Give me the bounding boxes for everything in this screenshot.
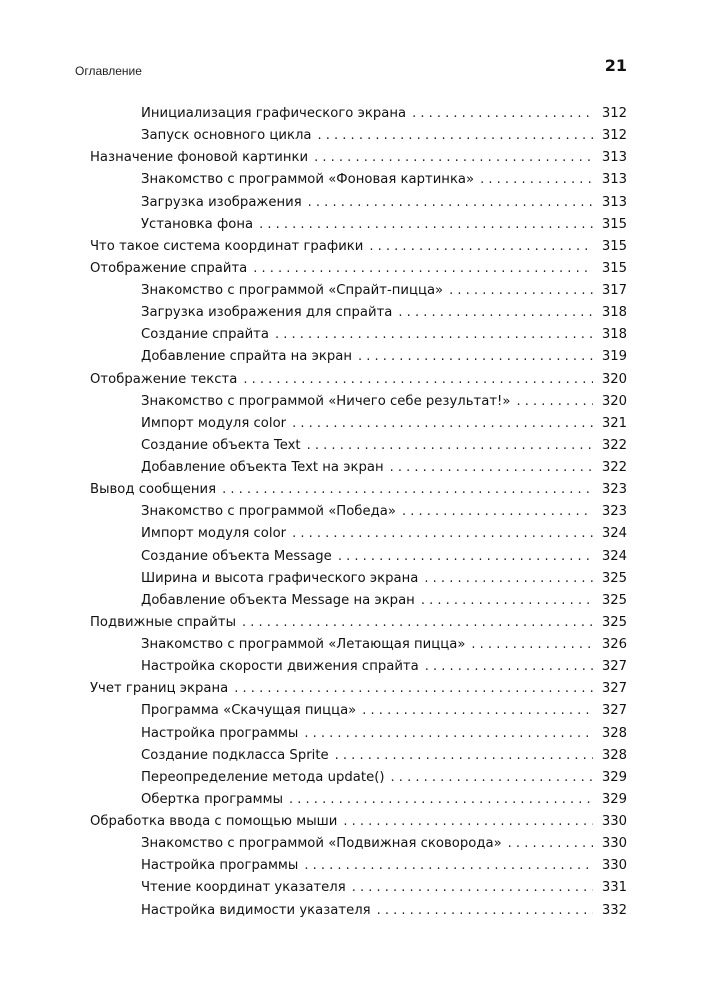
toc-subsection-entry xyxy=(90,523,627,545)
toc-subsection-entry xyxy=(90,789,627,811)
dot-leader xyxy=(352,877,593,899)
dot-leader xyxy=(234,678,593,700)
toc-entry-page: 328 xyxy=(601,725,627,741)
toc-entry-page: 323 xyxy=(601,504,627,520)
toc-entry-page: 312 xyxy=(601,128,627,144)
toc-entry-page: 313 xyxy=(601,172,627,188)
toc-section-entry xyxy=(90,369,627,391)
toc-entry-page: 328 xyxy=(601,747,627,763)
dot-leader xyxy=(335,745,593,767)
toc-entry-page: 312 xyxy=(601,106,627,121)
toc-subsection-entry xyxy=(90,877,627,899)
toc-entry-page: 329 xyxy=(601,769,627,785)
toc-subsection-entry xyxy=(90,590,627,612)
toc-entry-title: Загрузка изображения для спрайта xyxy=(141,305,393,321)
toc-section-entry xyxy=(90,678,627,700)
toc-entry-title: Импорт модуля color xyxy=(141,526,287,542)
dot-leader xyxy=(222,479,593,501)
toc-entry-title: Что такое система координат графики xyxy=(90,238,364,254)
toc-entry-page: 327 xyxy=(601,659,627,675)
dot-leader xyxy=(362,700,593,722)
toc-entry-page: 325 xyxy=(601,614,627,630)
toc-entry-title: Настройка программы xyxy=(141,858,299,874)
toc-section-entry xyxy=(90,811,627,833)
toc-entry-title: Импорт модуля color xyxy=(141,415,287,431)
dot-leader xyxy=(314,147,593,169)
toc-section-entry xyxy=(90,479,627,501)
dot-leader xyxy=(508,833,593,855)
dot-leader xyxy=(402,501,593,523)
toc-entry-title: Установка фона xyxy=(141,216,254,232)
toc-entry-page: 320 xyxy=(601,393,627,409)
toc-entry-title: Создание подкласса Sprite xyxy=(141,747,329,763)
dot-leader xyxy=(292,413,593,435)
table-of-contents xyxy=(90,103,627,922)
dot-leader xyxy=(275,324,593,346)
toc-entry-page: 321 xyxy=(601,415,627,431)
dot-leader xyxy=(412,103,593,125)
dot-leader xyxy=(358,346,593,368)
toc-entry-page: 323 xyxy=(601,482,627,498)
page-number: 21 xyxy=(604,56,627,75)
toc-entry-title: Знакомство с программой «Подвижная сковорода» xyxy=(141,836,502,852)
toc-section-entry xyxy=(90,147,627,169)
dot-leader xyxy=(253,258,593,280)
toc-entry-title: Знакомство с программой «Фоновая картинка» xyxy=(141,172,475,188)
toc-entry-title: Назначение фоновой картинки xyxy=(90,150,309,166)
toc-entry-page: 329 xyxy=(601,791,627,807)
toc-entry-page: 313 xyxy=(601,150,627,166)
dot-leader xyxy=(338,546,593,568)
toc-entry-page: 326 xyxy=(601,637,627,652)
page-header xyxy=(75,56,627,80)
dot-leader xyxy=(516,391,593,413)
toc-subsection-entry xyxy=(90,745,627,767)
toc-subsection-entry xyxy=(90,413,627,435)
toc-entry-title: Добавление объекта Text на экран xyxy=(141,460,384,475)
dot-leader xyxy=(259,214,593,236)
dot-leader xyxy=(304,723,593,745)
toc-entry-title: Переопределение метода update() xyxy=(141,769,385,785)
toc-entry-page: 315 xyxy=(601,238,627,254)
toc-entry-page: 318 xyxy=(601,305,627,321)
dot-leader xyxy=(398,302,593,324)
dot-leader xyxy=(425,656,593,678)
toc-entry-page: 325 xyxy=(601,570,627,586)
toc-subsection-entry xyxy=(90,833,627,855)
toc-entry-page: 332 xyxy=(601,902,627,918)
toc-subsection-entry xyxy=(90,346,627,368)
toc-subsection-entry xyxy=(90,900,627,922)
dot-leader xyxy=(369,236,593,258)
toc-section-entry xyxy=(90,236,627,258)
dot-leader xyxy=(471,634,593,656)
toc-subsection-entry xyxy=(90,546,627,568)
toc-entry-page: 324 xyxy=(601,548,627,564)
toc-subsection-entry xyxy=(90,634,627,656)
toc-entry-title: Настройка видимости указателя xyxy=(141,902,371,918)
dot-leader xyxy=(242,612,593,634)
toc-subsection-entry xyxy=(90,324,627,346)
dot-leader xyxy=(304,855,593,877)
dot-leader xyxy=(292,523,593,545)
toc-entry-title: Создание спрайта xyxy=(141,327,269,343)
dot-leader xyxy=(480,169,593,191)
toc-entry-page: 331 xyxy=(601,880,627,896)
toc-entry-title: Учет границ экрана xyxy=(90,681,229,697)
toc-entry-title: Подвижные спрайты xyxy=(90,614,236,630)
dot-leader xyxy=(424,568,593,590)
toc-entry-page: 330 xyxy=(601,858,627,874)
toc-entry-title: Знакомство с программой «Ничего себе результат!» xyxy=(141,393,511,409)
toc-subsection-entry xyxy=(90,435,627,457)
toc-subsection-entry xyxy=(90,302,627,324)
toc-subsection-entry xyxy=(90,855,627,877)
toc-subsection-entry xyxy=(90,568,627,590)
toc-subsection-entry xyxy=(90,501,627,523)
toc-subsection-entry xyxy=(90,192,627,214)
toc-subsection-entry xyxy=(90,103,627,125)
toc-entry-title: Отображение спрайта xyxy=(90,260,248,276)
toc-entry-title: Создание объекта Message xyxy=(141,548,332,564)
toc-entry-page: 315 xyxy=(601,260,627,276)
toc-subsection-entry xyxy=(90,700,627,722)
toc-entry-page: 330 xyxy=(601,814,627,829)
dot-leader xyxy=(421,590,593,612)
toc-entry-title: Обработка ввода с помощью мыши xyxy=(90,814,338,829)
toc-entry-title: Добавление объекта Message на экран xyxy=(141,592,415,608)
toc-entry-page: 320 xyxy=(601,371,627,387)
toc-entry-page: 318 xyxy=(601,327,627,343)
toc-entry-title: Настройка программы xyxy=(141,725,299,741)
toc-entry-page: 322 xyxy=(601,460,627,475)
toc-subsection-entry xyxy=(90,125,627,147)
dot-leader xyxy=(308,192,593,214)
toc-subsection-entry xyxy=(90,391,627,413)
toc-entry-page: 322 xyxy=(601,437,627,453)
dot-leader xyxy=(343,811,593,833)
toc-entry-title: Настройка скорости движения спрайта xyxy=(141,659,419,675)
toc-entry-title: Отображение текста xyxy=(90,371,238,387)
toc-entry-title: Инициализация графического экрана xyxy=(141,106,407,121)
toc-entry-page: 327 xyxy=(601,681,627,697)
dot-leader xyxy=(377,900,593,922)
toc-entry-page: 324 xyxy=(601,526,627,542)
running-title: Оглавление xyxy=(75,64,142,78)
dot-leader xyxy=(391,767,593,789)
dot-leader xyxy=(289,789,593,811)
toc-subsection-entry xyxy=(90,767,627,789)
toc-entry-page: 325 xyxy=(601,592,627,608)
toc-subsection-entry xyxy=(90,169,627,191)
toc-entry-page: 317 xyxy=(601,283,627,298)
toc-section-entry xyxy=(90,258,627,280)
toc-entry-title: Добавление спрайта на экран xyxy=(141,349,352,365)
toc-entry-page: 327 xyxy=(601,703,627,719)
toc-entry-title: Вывод сообщения xyxy=(90,482,217,498)
toc-entry-title: Запуск основного цикла xyxy=(141,128,312,144)
toc-entry-title: Загрузка изображения xyxy=(141,194,302,210)
toc-entry-title: Знакомство с программой «Победа» xyxy=(141,504,396,520)
toc-section-entry xyxy=(90,612,627,634)
dot-leader xyxy=(390,457,593,479)
toc-entry-page: 319 xyxy=(601,349,627,365)
toc-entry-page: 330 xyxy=(601,836,627,852)
toc-entry-title: Знакомство с программой «Спрайт-пицца» xyxy=(141,283,444,298)
dot-leader xyxy=(307,435,593,457)
toc-entry-page: 313 xyxy=(601,194,627,210)
toc-subsection-entry xyxy=(90,214,627,236)
toc-subsection-entry xyxy=(90,723,627,745)
toc-entry-title: Знакомство с программой «Летающая пицца» xyxy=(141,637,466,652)
toc-entry-title: Программа «Скачущая пицца» xyxy=(141,703,357,719)
dot-leader xyxy=(318,125,594,147)
dot-leader xyxy=(243,369,593,391)
toc-entry-title: Создание объекта Text xyxy=(141,437,301,453)
toc-entry-title: Обертка программы xyxy=(141,791,284,807)
toc-entry-title: Ширина и высота графического экрана xyxy=(141,570,419,586)
dot-leader xyxy=(449,280,593,302)
toc-entry-page: 315 xyxy=(601,216,627,232)
toc-entry-title: Чтение координат указателя xyxy=(141,880,346,896)
toc-subsection-entry xyxy=(90,280,627,302)
toc-subsection-entry xyxy=(90,457,627,479)
toc-subsection-entry xyxy=(90,656,627,678)
